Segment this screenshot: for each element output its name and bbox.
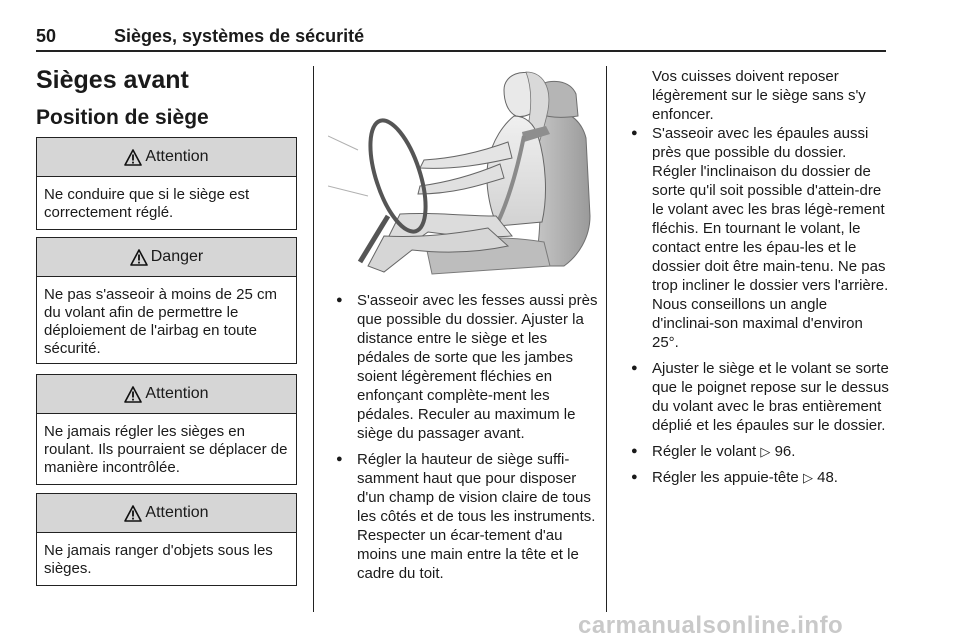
- warning-label: Attention: [145, 148, 209, 165]
- intro-paragraph: Vos cuisses doivent reposer légèrement sur le siège sans s'y enfoncer.: [652, 68, 866, 123]
- list-item: ● S'asseoir avec les fesses aussi près que possible du dossier. Ajuster la distance entre le siège et les pédales de sorte que les jambes soient légèrement fléchies en enfonçant complète-ment les pédales. Reculer au maximum le siège du passager avant.: [336, 291, 598, 443]
- watermark: carmanualsonline.info: [578, 612, 844, 639]
- list-item: [631, 442, 893, 461]
- list-item: ● Ajuster le siège et le volant se sorte que le poignet repose sur le dessus du volant avec le bras entièrement déplié et les épaules sur le dossier.: [631, 359, 893, 435]
- header-rule: [36, 50, 886, 52]
- page-header: [36, 26, 886, 50]
- list-item-text: Régler le volant: [652, 443, 757, 460]
- warning-box-header: [37, 375, 296, 414]
- chapter-title: Sièges, systèmes de sécurité: [114, 26, 365, 46]
- warning-triangle-icon: [130, 249, 148, 266]
- driver-seat-illustration: [328, 66, 596, 276]
- seating-instructions-list: [336, 291, 598, 590]
- section-subtitle: Position de siège: [36, 106, 209, 129]
- section-heading-block: [36, 62, 299, 133]
- list-item: ● S'asseoir avec les épaules aussi près que possible du dossier. Régler l'inclinaison du dossier de sorte qu'il soit possible d'attein-dre le volant avec les bras légè-rement fléchis. En tournant le volant, le contact entre les épau-les et le dossier doit être main-tenu. Ne pas trop incliner le dossier vers l'arrière. Nous conseillons un angle d'inclinai-son maximal d'environ 25°.: [631, 124, 893, 352]
- warning-box-attention-1: [36, 137, 297, 230]
- reference-arrow-icon: ▷: [802, 470, 813, 485]
- warning-text: Ne pas s'asseoir à moins de 25 cm du volant afin de permettre le déploiement de l'airbag en toute sécurité.: [44, 286, 277, 357]
- warning-label: Danger: [150, 248, 204, 265]
- warning-box-header: [37, 238, 296, 277]
- warning-box-attention-2: [36, 374, 297, 485]
- warning-text: Ne jamais ranger d'objets sous les sièges.: [44, 542, 273, 577]
- page-reference-link[interactable]: 96.: [774, 443, 796, 460]
- list-item: ● Régler la hauteur de siège suffi-samment haut que pour disposer d'un champ de vision claire de tous les côtés et de tous les instruments. Respecter un écar-tement d'au moins une main entre la tête et le cadre du toit.: [336, 450, 598, 583]
- warning-box-attention-3: [36, 493, 297, 586]
- list-item: [631, 468, 893, 487]
- section-title: Sièges avant: [36, 66, 189, 94]
- warning-triangle-icon: [124, 149, 142, 166]
- page-number: 50: [36, 26, 57, 46]
- warning-text: Ne jamais régler les sièges en roulant. Ils pourraient se déplacer de manière incontrôlée.: [44, 423, 288, 476]
- warning-box-danger: [36, 237, 297, 364]
- warning-triangle-icon: [124, 386, 142, 403]
- page-reference-link[interactable]: 48.: [817, 469, 838, 486]
- warning-text: Ne conduire que si le siège est correctement réglé.: [44, 186, 250, 221]
- column-divider: [313, 66, 314, 612]
- warning-label: Attention: [145, 385, 209, 402]
- column-divider: [606, 66, 607, 612]
- warning-box-header: [37, 138, 296, 177]
- adjustment-instructions-list: [631, 124, 893, 494]
- warning-box-header: [37, 494, 296, 533]
- warning-label: Attention: [145, 504, 209, 521]
- seating-position-illustration: [328, 66, 596, 276]
- warning-triangle-icon: [124, 505, 142, 522]
- reference-arrow-icon: ▷: [760, 444, 771, 459]
- list-item-text: Régler les appuie-tête: [652, 469, 799, 486]
